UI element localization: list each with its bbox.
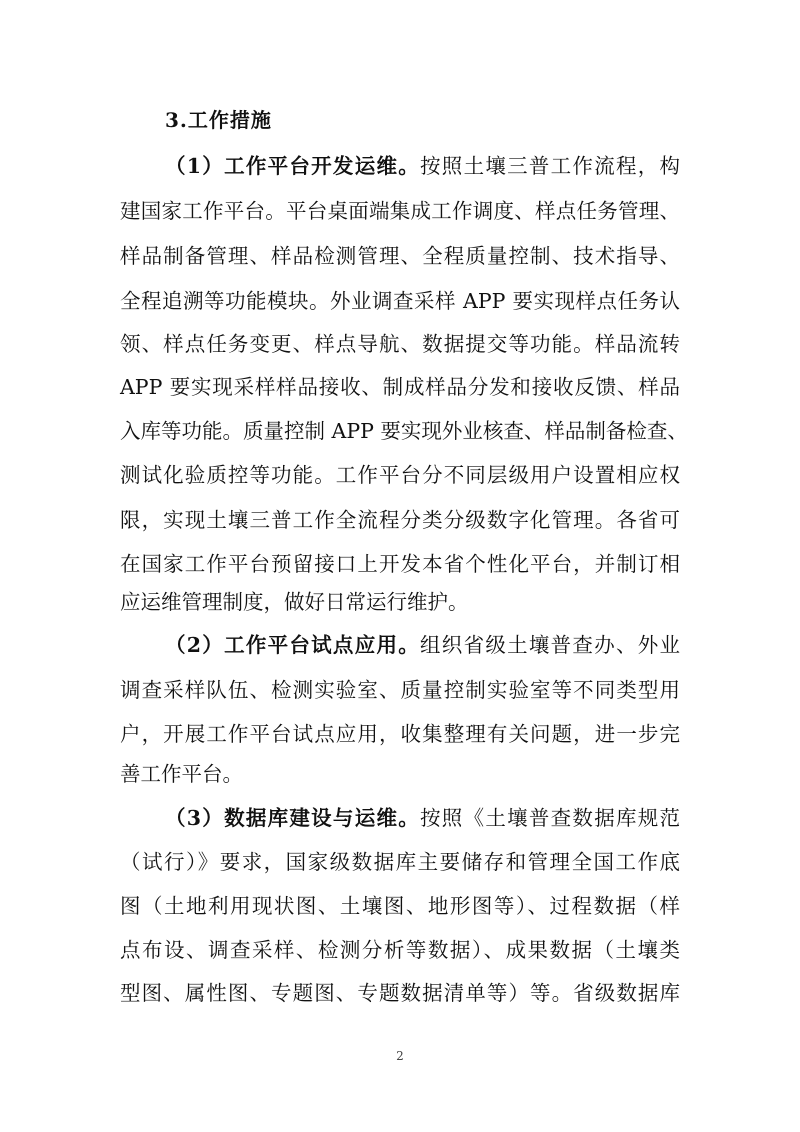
paragraph-1-line-10: 在国家工作平台预留接口上开发本省个性化平台，并制订相 — [120, 552, 680, 576]
paragraph-3-line-5: 型图、属性图、专题图、专题数据清单等）等。省级数据库 — [120, 981, 680, 1005]
paragraph-1-line-1 — [165, 151, 680, 181]
paragraph-2-line-2: 调查采样队伍、检测实验室、质量控制实验室等不同类型用 — [120, 678, 680, 702]
paragraph-3-line-1-text: 按照《土壤普查数据库规范 — [420, 806, 681, 830]
paragraph-3-line-2: （试行）》要求，国家级数据库主要储存和管理全国工作底 — [120, 850, 680, 874]
paragraph-1-line-7: 入库等功能。质量控制 APP 要实现外业核查、样品制备检查、 — [120, 419, 688, 443]
paragraph-1-line-3: 样品制备管理、样品检测管理、全程质量控制、技术指导、 — [120, 244, 680, 268]
paragraph-3-line-4: 点布设、调查采样、检测分析等数据）、成果数据（土壤类 — [120, 938, 680, 962]
page-number: 2 — [396, 1049, 404, 1063]
paragraph-3-line-3: 图（土地利用现状图、土壤图、地形图等）、过程数据（样 — [120, 894, 680, 918]
paragraph-1-line-2: 建国家工作平台。平台桌面端集成工作调度、样点任务管理、 — [120, 199, 680, 223]
paragraph-2-line-1 — [165, 630, 680, 660]
paragraph-2-line-4: 善工作平台。 — [120, 762, 243, 786]
paragraph-2-line-3: 户，开展工作平台试点应用，收集整理有关问题，进一步完 — [120, 722, 680, 746]
paragraph-1-line-1-text: 按照土壤三普工作流程，构 — [420, 154, 681, 178]
paragraph-3-bold-title: （3）数据库建设与运维。 — [165, 806, 421, 830]
paragraph-1-line-9: 限，实现土壤三普工作全流程分类分级数字化管理。各省可 — [120, 508, 680, 532]
paragraph-2-line-1-text: 组织省级土壤普查办、外业 — [420, 633, 681, 657]
paragraph-1-line-11: 应运维管理制度，做好日常运行维护。 — [120, 590, 469, 614]
paragraph-1-line-5: 领、样点任务变更、样点导航、数据提交等功能。样品流转 — [120, 332, 680, 356]
paragraph-2-bold-title: （2）工作平台试点应用。 — [165, 633, 421, 657]
section-heading: 3.工作措施 — [165, 108, 272, 132]
paragraph-1-bold-title: （1）工作平台开发运维。 — [165, 154, 421, 178]
paragraph-1-line-6: APP 要实现采样样品接收、制成样品分发和接收反馈、样品 — [120, 375, 680, 399]
paragraph-3-line-1 — [165, 803, 680, 833]
paragraph-1-line-8: 测试化验质控等功能。工作平台分不同层级用户设置相应权 — [120, 463, 680, 487]
paragraph-1-line-4: 全程追溯等功能模块。外业调查采样 APP 要实现样点任务认 — [120, 289, 680, 313]
